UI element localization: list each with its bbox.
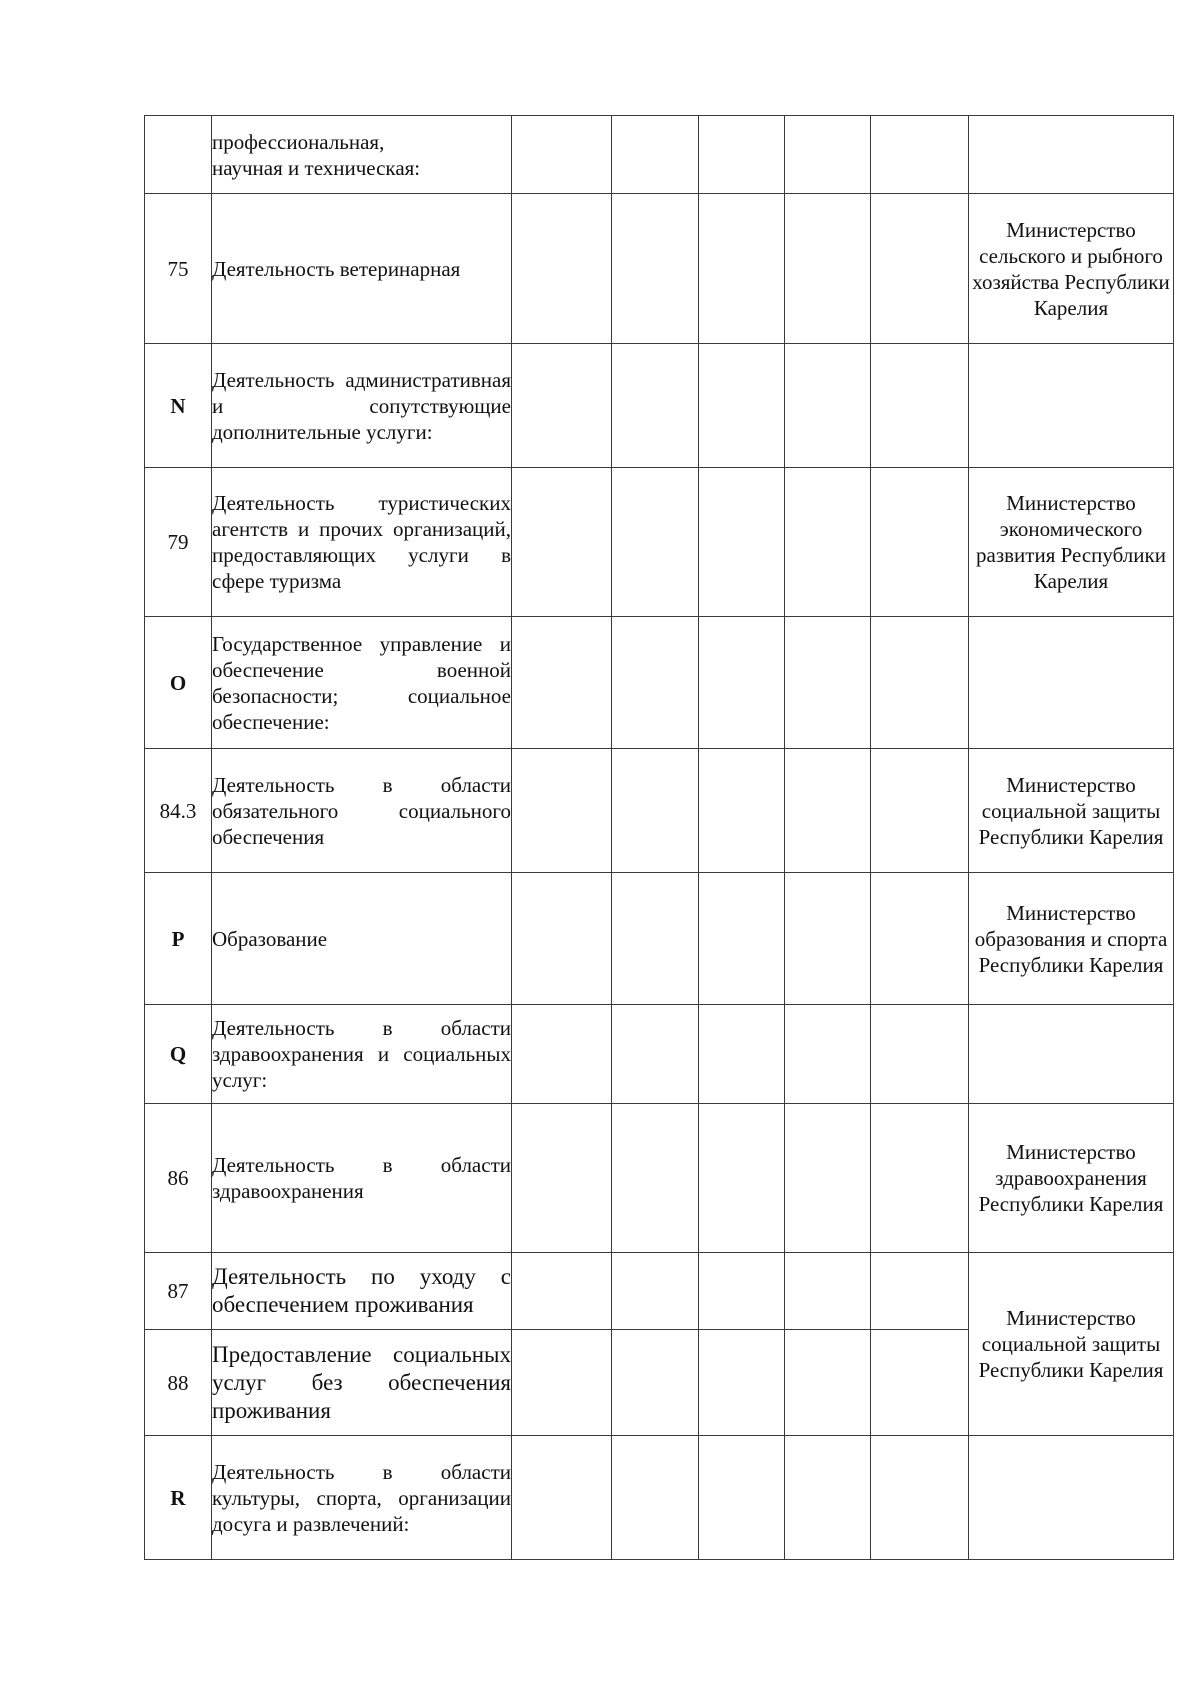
empty-cell — [612, 1104, 699, 1253]
empty-cell — [512, 116, 612, 194]
responsible-ministry — [969, 617, 1174, 749]
table-row — [145, 1436, 1174, 1560]
empty-cell — [871, 468, 969, 617]
table-row — [145, 873, 1174, 1005]
okved-code: 87 — [145, 1253, 212, 1330]
table-row — [145, 468, 1174, 617]
table-row — [145, 1005, 1174, 1104]
empty-cell — [612, 1330, 699, 1436]
okved-section: Q — [145, 1005, 212, 1104]
empty-cell — [699, 749, 785, 873]
activity-name: Государственное управление и обеспечение военной безопасности; социальное обеспечение: — [212, 617, 512, 749]
activity-name: Образование — [212, 873, 512, 1005]
activity-name: Деятельность в области здравоохранения — [212, 1104, 512, 1253]
empty-cell — [612, 617, 699, 749]
activity-name: Предоставление социальных услуг без обеспечения проживания — [212, 1330, 512, 1436]
empty-cell — [699, 194, 785, 344]
empty-cell — [785, 1436, 871, 1560]
empty-cell — [699, 1253, 785, 1330]
responsible-ministry: Министерство социальной защиты Республики Карелия — [969, 1253, 1174, 1436]
table-row — [145, 1253, 1174, 1330]
responsible-ministry: Министерство здравоохранения Республики Карелия — [969, 1104, 1174, 1253]
responsible-ministry — [969, 1005, 1174, 1104]
okved-code: 86 — [145, 1104, 212, 1253]
empty-cell — [871, 194, 969, 344]
empty-cell — [612, 1005, 699, 1104]
empty-cell — [512, 1005, 612, 1104]
activity-name: Деятельность административная и сопутствующие дополнительные услуги: — [212, 344, 512, 468]
table-row — [145, 617, 1174, 749]
empty-cell — [512, 194, 612, 344]
empty-cell — [612, 344, 699, 468]
empty-cell — [785, 1104, 871, 1253]
responsible-ministry — [969, 1436, 1174, 1560]
empty-cell — [612, 194, 699, 344]
empty-cell — [699, 116, 785, 194]
empty-cell — [512, 1253, 612, 1330]
activity-name: Деятельность в области культуры, спорта, организации досуга и развлечений: — [212, 1436, 512, 1560]
empty-cell — [699, 1005, 785, 1104]
empty-cell — [612, 1253, 699, 1330]
okved-code — [145, 116, 212, 194]
okved-section: N — [145, 344, 212, 468]
empty-cell — [785, 749, 871, 873]
empty-cell — [699, 1436, 785, 1560]
table-row — [145, 116, 1174, 194]
activity-name: Деятельность в области обязательного социального обеспечения — [212, 749, 512, 873]
empty-cell — [871, 1436, 969, 1560]
empty-cell — [612, 749, 699, 873]
empty-cell — [785, 873, 871, 1005]
table-row — [145, 194, 1174, 344]
empty-cell — [785, 194, 871, 344]
table-row — [145, 344, 1174, 468]
empty-cell — [699, 617, 785, 749]
table-row — [145, 749, 1174, 873]
empty-cell — [871, 1330, 969, 1436]
empty-cell — [512, 468, 612, 617]
empty-cell — [699, 1104, 785, 1253]
empty-cell — [512, 749, 612, 873]
empty-cell — [785, 468, 871, 617]
empty-cell — [785, 1253, 871, 1330]
empty-cell — [871, 1104, 969, 1253]
okved-code: 84.3 — [145, 749, 212, 873]
empty-cell — [512, 873, 612, 1005]
empty-cell — [512, 344, 612, 468]
empty-cell — [871, 1005, 969, 1104]
empty-cell — [612, 873, 699, 1005]
okved-section: R — [145, 1436, 212, 1560]
okved-code: 88 — [145, 1330, 212, 1436]
empty-cell — [612, 1436, 699, 1560]
responsible-ministry: Министерство образования и спорта Республики Карелия — [969, 873, 1174, 1005]
empty-cell — [871, 617, 969, 749]
activity-name: Деятельность по уходу с обеспечением проживания — [212, 1253, 512, 1330]
empty-cell — [612, 116, 699, 194]
activity-name: профессиональная, научная и техническая: — [212, 116, 512, 194]
okved-code: 79 — [145, 468, 212, 617]
responsible-ministry: Министерство экономического развития Республики Карелия — [969, 468, 1174, 617]
activity-name: Деятельность туристических агентств и прочих организаций, предоставляющих услуги в сфере туризма — [212, 468, 512, 617]
empty-cell — [785, 1005, 871, 1104]
empty-cell — [699, 468, 785, 617]
empty-cell — [785, 116, 871, 194]
okved-code: 75 — [145, 194, 212, 344]
empty-cell — [871, 344, 969, 468]
empty-cell — [512, 617, 612, 749]
empty-cell — [871, 873, 969, 1005]
okved-section: O — [145, 617, 212, 749]
empty-cell — [785, 617, 871, 749]
responsible-ministry: Министерство социальной защиты Республики Карелия — [969, 749, 1174, 873]
empty-cell — [871, 749, 969, 873]
responsible-ministry: Министерство сельского и рыбного хозяйства Республики Карелия — [969, 194, 1174, 344]
responsible-ministry — [969, 344, 1174, 468]
empty-cell — [785, 344, 871, 468]
responsible-ministry — [969, 116, 1174, 194]
empty-cell — [871, 1253, 969, 1330]
empty-cell — [699, 1330, 785, 1436]
activity-table — [144, 115, 1174, 1560]
empty-cell — [512, 1436, 612, 1560]
empty-cell — [699, 344, 785, 468]
empty-cell — [785, 1330, 871, 1436]
empty-cell — [612, 468, 699, 617]
empty-cell — [699, 873, 785, 1005]
empty-cell — [512, 1104, 612, 1253]
activity-name: Деятельность в области здравоохранения и социальных услуг: — [212, 1005, 512, 1104]
okved-section: P — [145, 873, 212, 1005]
empty-cell — [512, 1330, 612, 1436]
activity-name: Деятельность ветеринарная — [212, 194, 512, 344]
empty-cell — [871, 116, 969, 194]
table-row — [145, 1104, 1174, 1253]
